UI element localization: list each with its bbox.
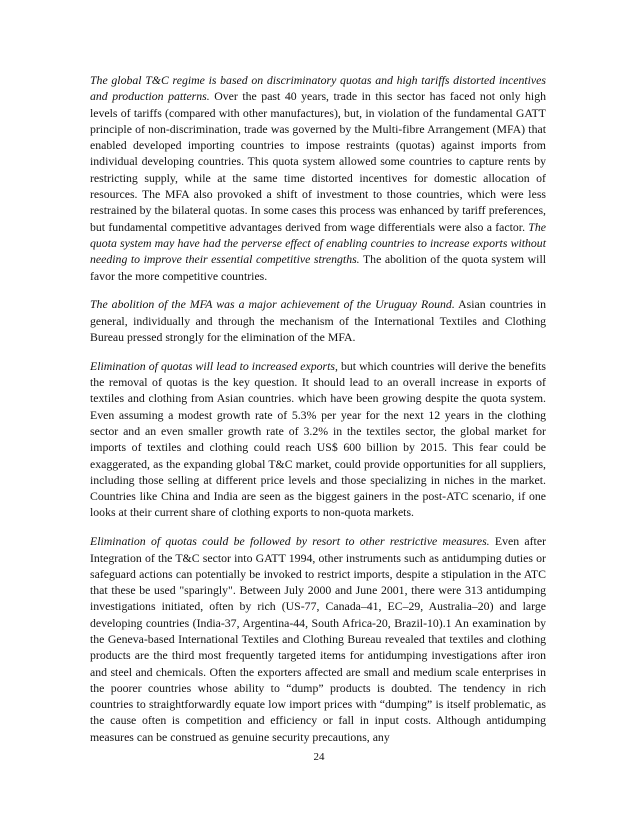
- paragraph-increased-exports: [90, 358, 546, 521]
- paragraph-lead: The global T&C regime is based on discriminatory quotas and high tariffs distorted incentives and production patterns.: [90, 73, 546, 104]
- body-text: [90, 72, 546, 758]
- paragraph-tc-regime: [90, 72, 546, 284]
- paragraph-mfa-abolition: [90, 296, 546, 345]
- paragraph-emphasis: The quota system may have had the perverse effect of enabling countries to increase exports without needing to improve their essential competitive strengths.: [90, 219, 546, 267]
- paragraph-body: Even after Integration of the T&C sector into GATT 1994, other instruments such as antidumping duties or safeguard actions can potentially be invoked to restrict imports, despite a stipulation in the ATC that these be used "sparingly". Between July 2000 and June 2001, there were 313 antidumping investigations initiated, often by rich (US-77, Canada–41, EC–29, Australia–20) and large developing countries (India-37, Argentina-44, South Africa-20, Brazil-10).1 An examination by the Geneva-based International Textiles and Clothing Bureau revealed that textiles and clothing products are the third most frequently targeted items for antidumping investigations after iron and steel and chemicals. Often the exporters affected are small and medium scale enterprises in the poorer countries whose ability to “dump” products is doubted. The tendency in rich countries to straightforwardly equate low import prices with “dumping” is itself problematic, as the cause often is competition and efficiency or fall in input costs. Although antidumping measures can be construed as genuine security precautions, any: [90, 534, 546, 744]
- paragraph-restrictive-measures: [90, 533, 546, 745]
- paragraph-body: Asian countries in general, individually and through the mechanism of the International Textiles and Clothing Bureau pressed strongly for the elimination of the MFA.: [90, 297, 546, 344]
- paragraph-body: Over the past 40 years, trade in this sector has faced not only high levels of tariffs (compared with other manufactures), but, in violation of the fundamental GATT principle of non-discrimination, trade was governed by the Multi-fibre Arrangement (MFA) that enabled developed importing countries to impose restraints (quotas) against imports from individual developing countries. This quota system allowed some countries to capture rents by restricting supply, while at the same time distorted incentives for domestic allocation of resources. The MFA also provoked a shift of investment to those countries, which were less restrained by the bilateral quotas. In some cases this process was enhanced by tariff preferences, but fundamental competitive advantages derived from wage differentials were also a factor.: [90, 89, 547, 234]
- paragraph-lead: The abolition of the MFA was a major achievement of the Uruguay Round.: [90, 297, 455, 312]
- paragraph-tail: The abolition of the quota system will favor the more competitive countries.: [90, 252, 546, 283]
- page-number: 24: [313, 751, 325, 763]
- paragraph-lead: Elimination of quotas will lead to increased exports: [90, 358, 335, 373]
- paragraph-body: , but which countries will derive the benefits the removal of quotas is the key question. It should lead to an overall increase in exports of textiles and clothing from Asian countries. which have been growing despite the quota system. Even assuming a modest growth rate of 5.3% per year for the next 12 years in the clothing sector and an even smaller growth rate of 3.2% in the textiles sector, the global market for imports of textiles and clothing could reach US$ 600 billion by 2015. This fear could be exaggerated, as the expanding global T&C market, could provide opportunities for all suppliers, including those selling at different price levels and those specializing in niches in the market. Countries like China and India are seen as the biggest gainers in the post-ATC scenario, if one looks at their current share of clothing exports to non-quota markets.: [90, 358, 546, 520]
- paragraph-lead: Elimination of quotas could be followed by resort to other restrictive measures.: [90, 534, 490, 549]
